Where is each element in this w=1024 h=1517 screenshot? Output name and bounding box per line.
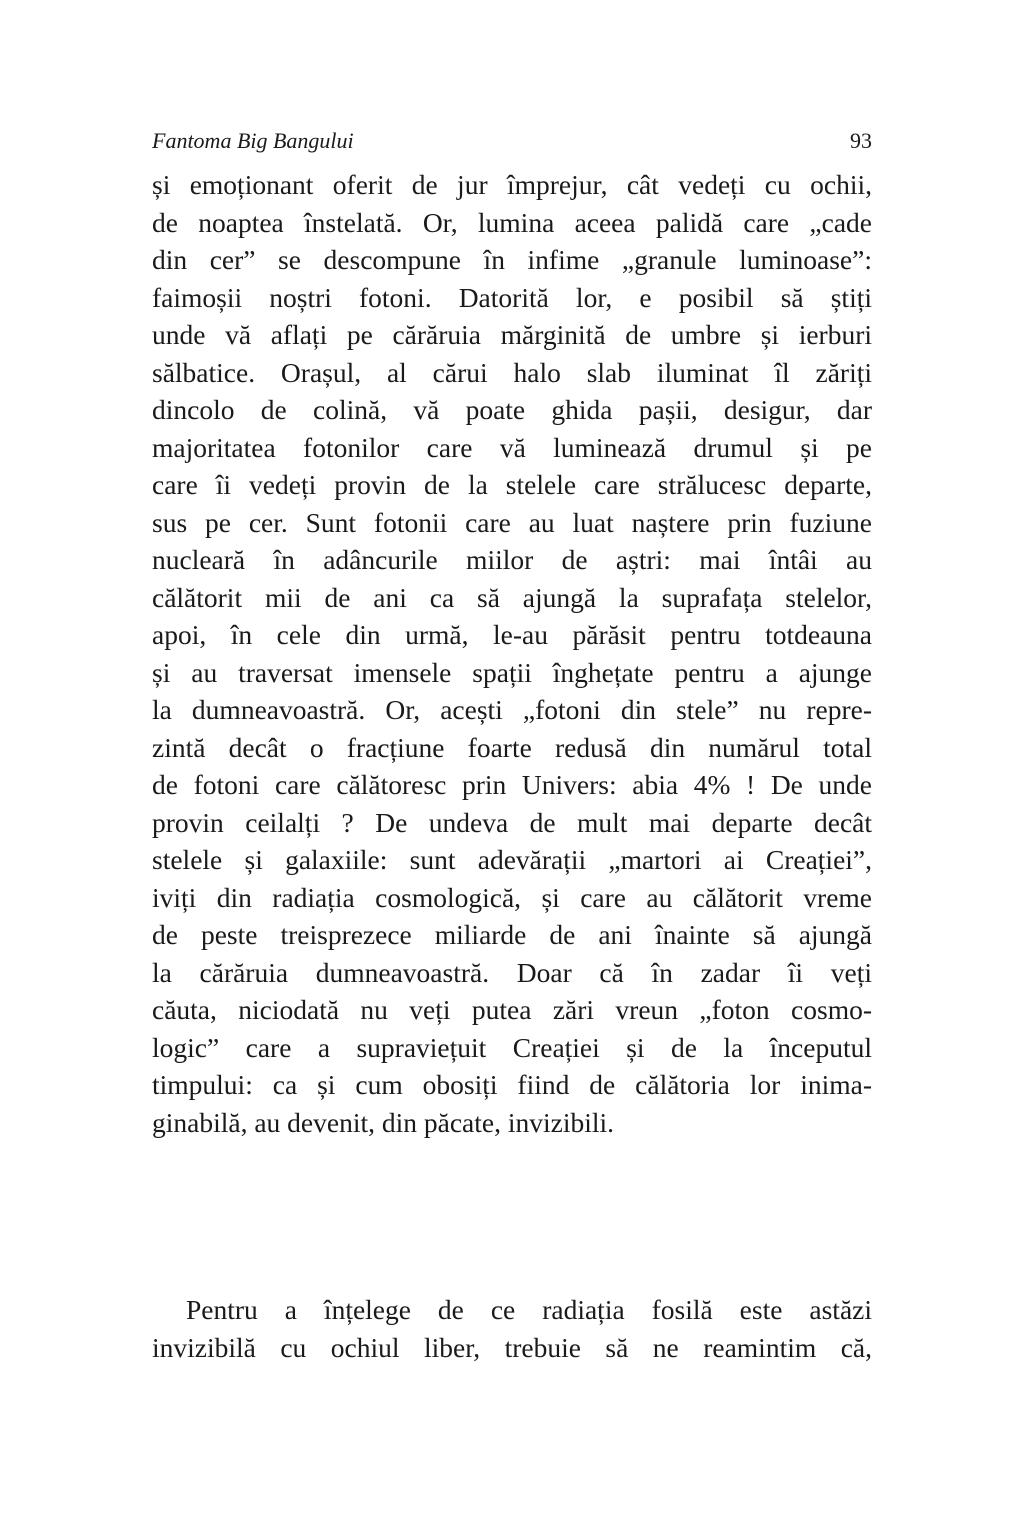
text-line: care îi vedeți provin de la stelele care strălucesc departe,: [152, 469, 872, 500]
text-line: din cer” se descompune în infime „granule luminoase”:: [152, 244, 872, 275]
text-line: unde vă aflați pe cărăruia mărginită de umbre și ierburi: [152, 319, 872, 350]
text-line: timpului: ca și cum obosiți fiind de călătoria lor inima-: [152, 1069, 872, 1100]
text-line: stelele și galaxiile: sunt adevărații „martori ai Creației”,: [152, 844, 872, 875]
text-line: iviți din radiația cosmologică, și care au călătorit vreme: [152, 881, 872, 913]
text-line: apoi, în cele din urmă, le-au părăsit pentru totdeauna: [152, 619, 872, 650]
text-line: logic” care a supraviețuit Creației și de la începutul: [152, 1031, 872, 1063]
text-line: sus pe cer. Sunt fotonii care au luat naștere prin fuziune: [152, 506, 872, 538]
text-line: de peste treisprezece miliarde de ani înainte să ajungă: [152, 919, 872, 950]
text-line: dincolo de colină, vă poate ghida pașii, desigur, dar: [152, 394, 872, 425]
text-line: invizibilă cu ochiul liber, trebuie să ne reamintim că,: [152, 1331, 872, 1363]
text-line: majoritatea fotonilor care vă luminează drumul și pe: [152, 431, 872, 463]
text-line: și emoționant oferit de jur împrejur, cât vedeți cu ochii,: [152, 169, 872, 200]
text-line: la cărăruia dumneavoastră. Doar că în zadar îi veți: [152, 956, 872, 988]
text-line: de fotoni care călătoresc prin Univers: abia 4% ! De unde: [152, 769, 872, 800]
page-number: 93: [850, 128, 872, 153]
text-line: la dumneavoastră. Or, acești „fotoni din stele” nu repre-: [152, 694, 872, 725]
text-line: nucleară în adâncurile miilor de aștri: mai întâi au: [152, 544, 872, 575]
paragraph-2: [152, 1291, 872, 1366]
paragraph-1: [152, 166, 872, 1141]
text-line: căuta, niciodată nu veți putea zări vreun „foton cosmo-: [152, 994, 872, 1025]
text-line: provin ceilalți ? De undeva de mult mai departe decât: [152, 806, 872, 838]
text-line: sălbatice. Orașul, al cărui halo slab iluminat îl zăriți: [152, 356, 872, 388]
text-line: Pentru a înțelege de ce radiația fosilă este astăzi: [186, 1294, 872, 1325]
running-title: Fantoma Big Bangului: [152, 128, 354, 153]
text-line: și au traversat imensele spații înghețate pentru a ajunge: [152, 656, 872, 688]
text-line: de noaptea înstelată. Or, lumina aceea palidă care „cade: [152, 206, 872, 238]
text-line: călătorit mii de ani ca să ajungă la suprafața stelelor,: [152, 581, 872, 613]
text-line: zintă decât o fracțiune foarte redusă din numărul total: [152, 731, 872, 763]
text-line: ginabilă, au devenit, din păcate, invizibili.: [152, 1106, 615, 1138]
page-header: [152, 128, 872, 160]
text-line: faimoșii noștri fotoni. Datorită lor, e posibil să știți: [152, 281, 872, 313]
